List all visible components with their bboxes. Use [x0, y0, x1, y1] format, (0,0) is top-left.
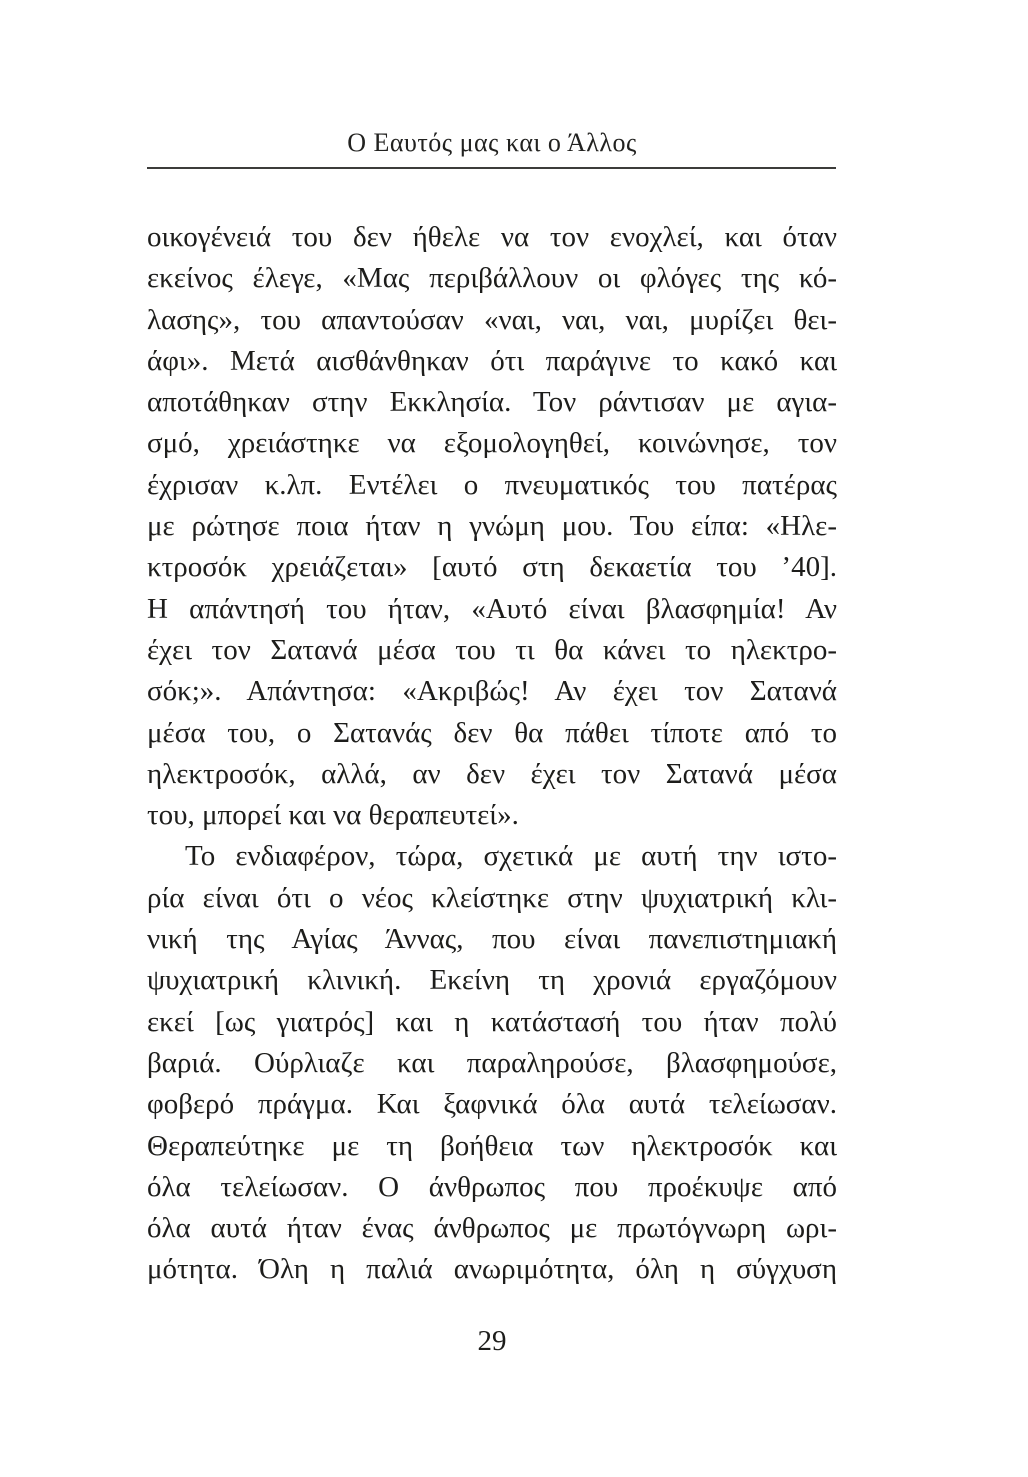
running-header-title: Ο Εαυτός μας και ο Άλλος — [347, 128, 637, 157]
text-line: φοβερό πράγμα. Και ξαφνικά όλα αυτά τελείωσαν. — [147, 1088, 837, 1121]
text-line: αποτάθηκαν στην Εκκλησία. Τον ράντισαν με αγια- — [147, 386, 837, 419]
text-line: σμό, χρειάστηκε να εξομολογηθεί, κοινώνησε, τον — [147, 427, 837, 460]
text-line: λασης», του απαντούσαν «ναι, ναι, ναι, μυρίζει θει- — [147, 303, 837, 336]
text-line: σόκ;». Απάντησα: «Ακριβώς! Αν έχει τον Σατανά — [147, 675, 837, 708]
text-line: Η απάντησή του ήταν, «Αυτό είναι βλασφημία! Αν — [147, 592, 837, 625]
text-line: οικογένειά του δεν ήθελε να τον ενοχλεί, και όταν — [147, 221, 837, 253]
header-rule — [147, 167, 836, 169]
text-line: νική της Αγίας Άννας, που είναι πανεπιστημιακή — [147, 923, 837, 956]
text-line: βαριά. Ούρλιαζε και παραληρούσε, βλασφημούσε, — [147, 1046, 837, 1079]
text-line: με ρώτησε ποια ήταν η γνώμη μου. Του είπα: «Ηλε- — [147, 510, 837, 543]
paragraph — [147, 836, 837, 1290]
text-line: όλα τελείωσαν. Ο άνθρωπος που προέκυψε από — [147, 1170, 837, 1203]
page-number: 29 — [477, 1325, 507, 1357]
text-line: Θεραπεύτηκε με τη βοήθεια των ηλεκτροσόκ και — [147, 1129, 837, 1162]
text-line: μότητα. Όλη η παλιά ανωριμότητα, όλη η σύγχυση — [147, 1253, 837, 1286]
text-line: μέσα του, ο Σατανάς δεν θα πάθει τίποτε από το — [147, 716, 837, 749]
text-line: ψυχιατρική κλινική. Εκείνη τη χρονιά εργαζόμουν — [147, 964, 837, 997]
text-line: έχει τον Σατανά μέσα του τι θα κάνει το ηλεκτρο- — [147, 633, 837, 666]
text-line: έχρισαν κ.λπ. Εντέλει ο πνευματικός του πατέρας — [147, 468, 837, 501]
text-line: Το ενδιαφέρον, τώρα, σχετικά με αυτή την ιστο- — [185, 840, 837, 873]
paragraph — [147, 217, 837, 836]
text-line: ρία είναι ότι ο νέος κλείστηκε στην ψυχιατρική κλι- — [147, 881, 837, 914]
text-line: άφι». Μετά αισθάνθηκαν ότι παράγινε το κακό και — [147, 344, 837, 377]
text-line: ηλεκτροσόκ, αλλά, αν δεν έχει τον Σατανά μέσα — [147, 757, 837, 790]
text-line: εκείνος έλεγε, «Μας περιβάλλουν οι φλόγες της κό- — [147, 262, 837, 295]
text-line: κτροσόκ χρειάζεται» [αυτό στη δεκαετία του ’40]. — [147, 551, 837, 584]
body-text — [147, 217, 837, 1291]
text-line: του, μπορεί και να θεραπευτεί». — [147, 799, 519, 832]
text-line: όλα αυτά ήταν ένας άνθρωπος με πρωτόγνωρη ωρι- — [147, 1212, 837, 1245]
text-line: εκεί [ως γιατρός] και η κατάστασή του ήταν πολύ — [147, 1005, 837, 1038]
